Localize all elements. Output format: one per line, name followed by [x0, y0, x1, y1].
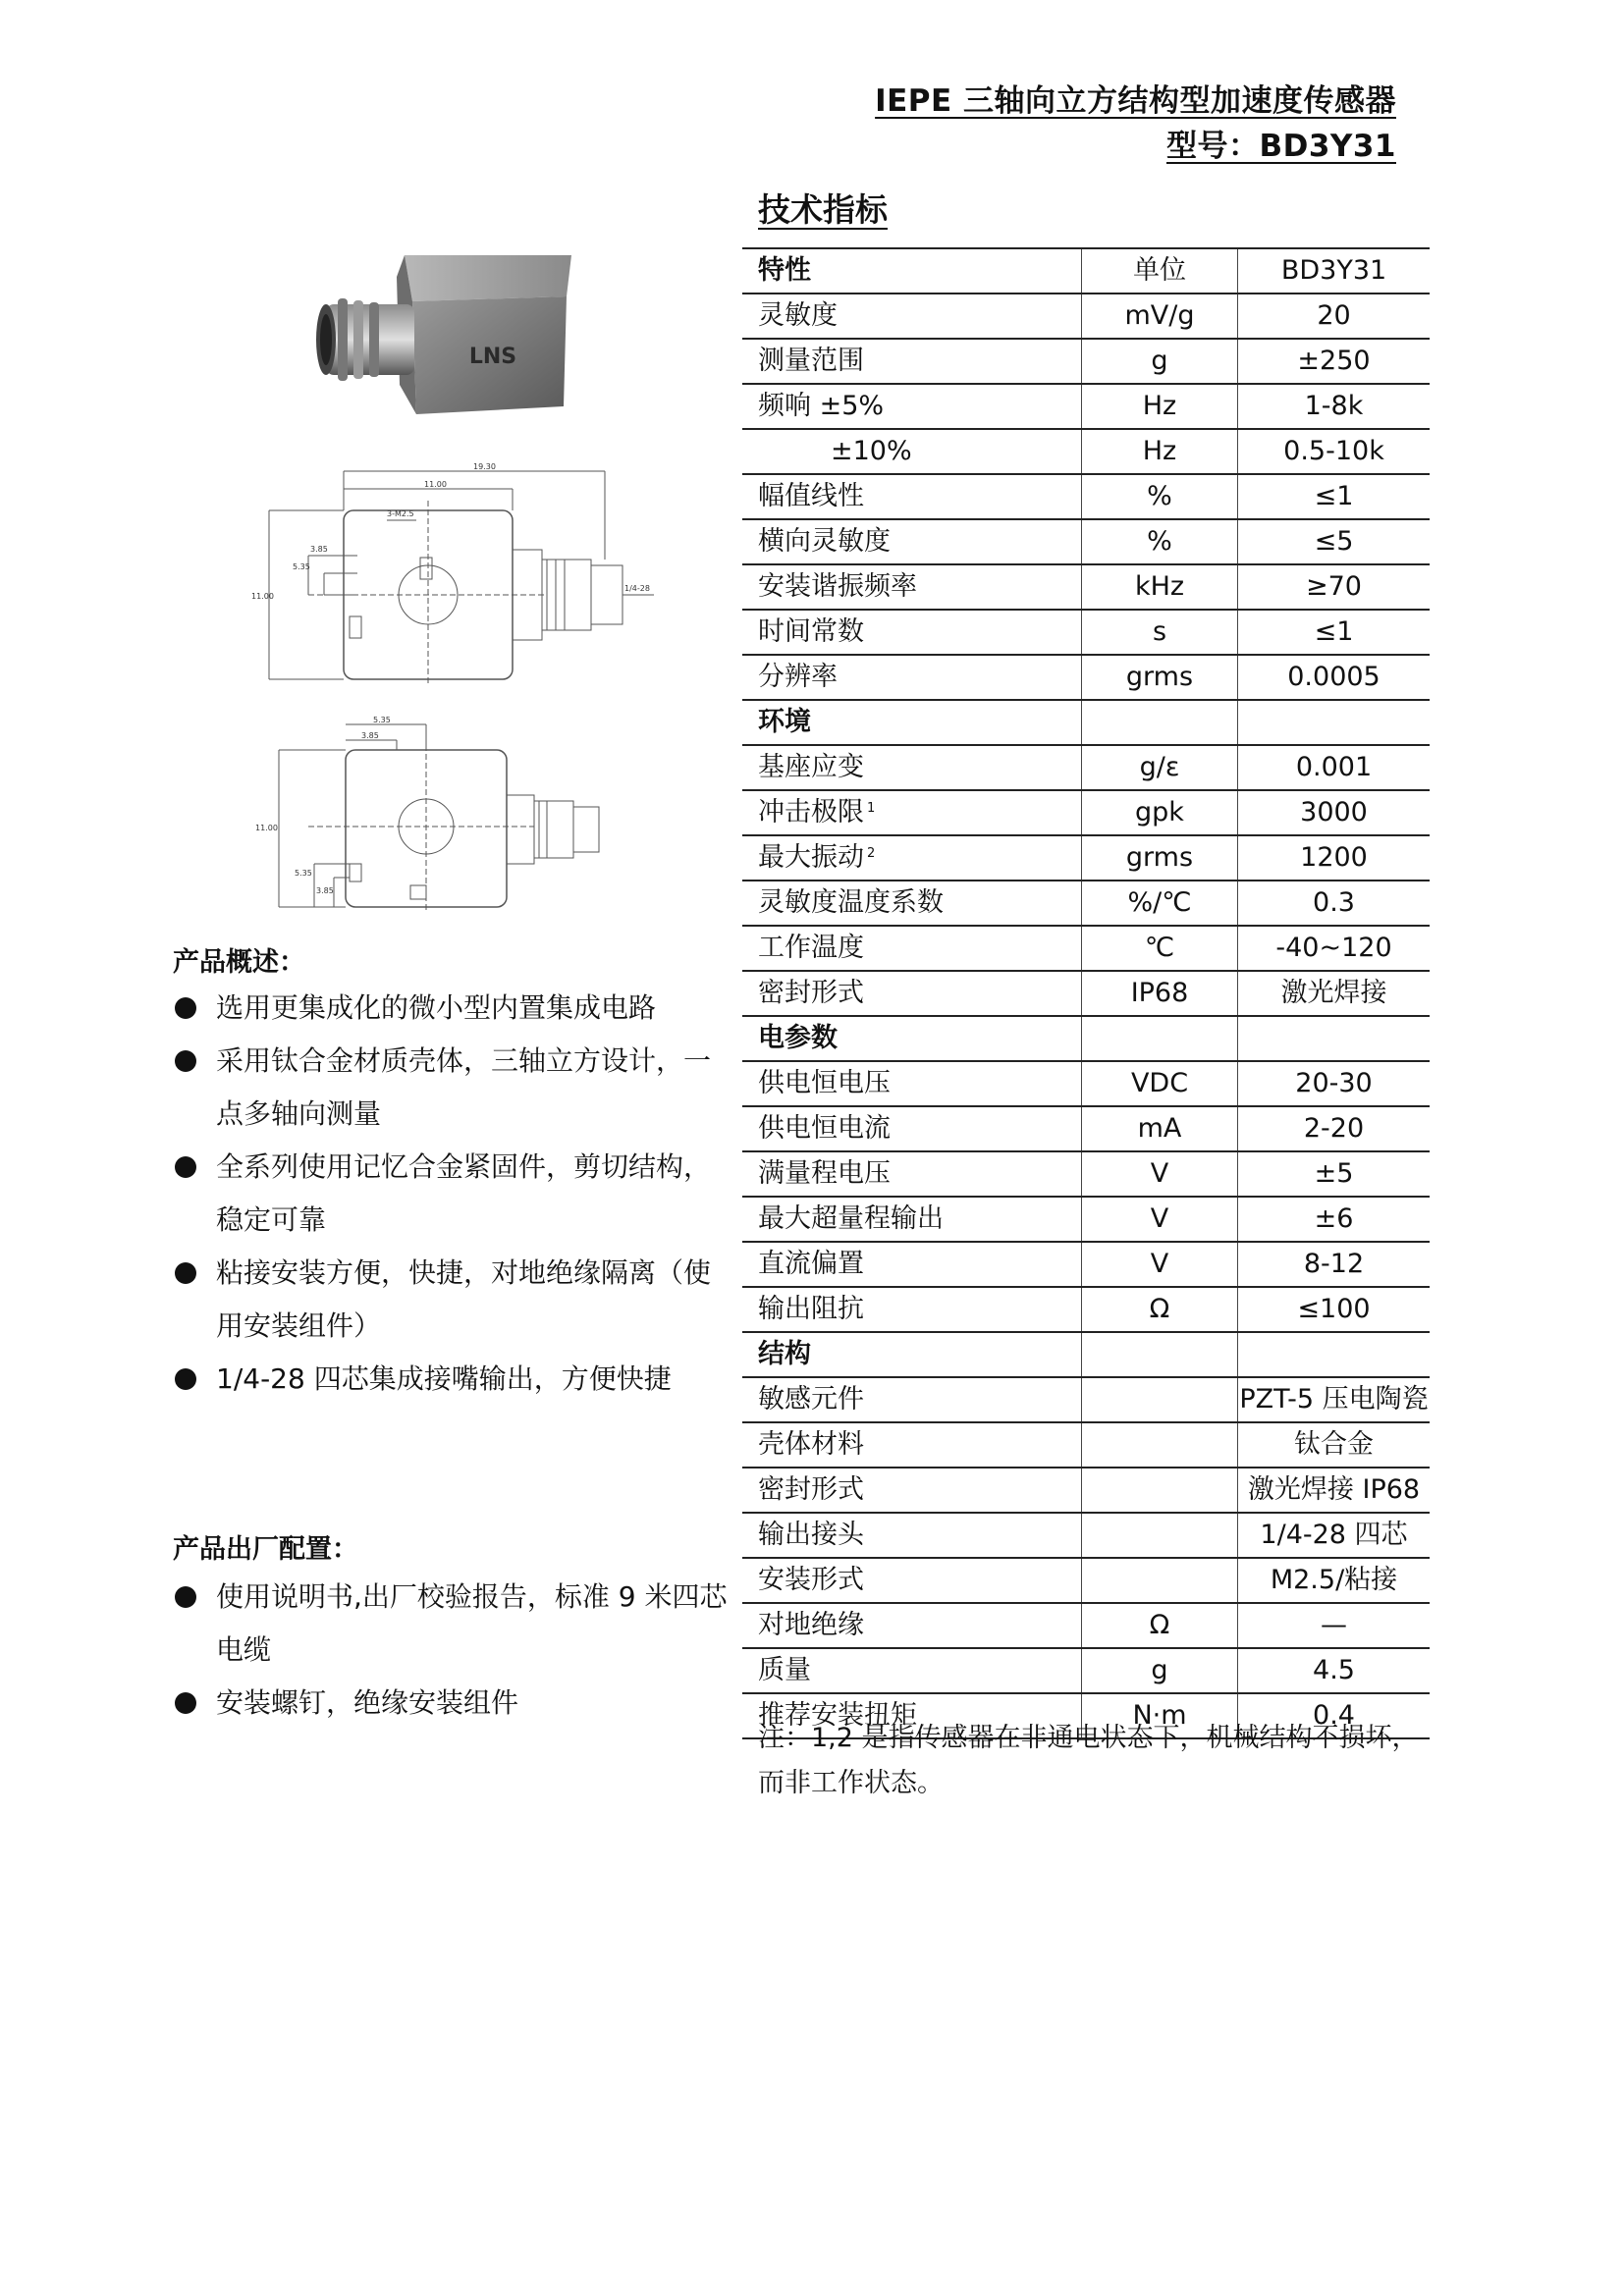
unit-cell: Hz: [1082, 429, 1238, 474]
dim-label: 3.85: [361, 731, 379, 740]
section-cell: 电参数: [742, 1016, 1082, 1061]
property-cell: 工作温度: [742, 926, 1082, 971]
unit-cell: Hz: [1082, 384, 1238, 429]
table-row: [742, 1197, 1430, 1242]
property-cell: 密封形式: [742, 971, 1082, 1016]
value-cell: M2.5/粘接: [1238, 1558, 1431, 1603]
value-cell: 1200: [1238, 835, 1431, 881]
table-row: [742, 1422, 1430, 1468]
unit-cell: [1082, 1513, 1238, 1558]
section-row: [742, 700, 1430, 745]
model-number: 型号：BD3Y31: [1165, 129, 1396, 164]
dim-label: 11.00: [251, 592, 274, 601]
unit-cell: Ω: [1082, 1287, 1238, 1332]
unit-cell: mV/g: [1082, 294, 1238, 339]
list-item: [173, 1571, 732, 1677]
table-row: [742, 1242, 1430, 1287]
unit-cell: %: [1082, 474, 1238, 519]
dim-label: 5.35: [295, 869, 312, 878]
unit-cell: %/℃: [1082, 881, 1238, 926]
bullet-text: 使用说明书,出厂校验报告，标准 9 米四芯电缆: [216, 1580, 728, 1666]
value-cell: ≥70: [1238, 564, 1431, 610]
unit-cell: ℃: [1082, 926, 1238, 971]
property-cell: 密封形式: [742, 1468, 1082, 1513]
list-item: [173, 1247, 732, 1353]
property-cell: 横向灵敏度: [742, 519, 1082, 564]
property-cell: 灵敏度温度系数: [742, 881, 1082, 926]
table-row: [742, 429, 1430, 474]
value-cell: 钛合金: [1238, 1422, 1431, 1468]
value-cell: [1238, 1016, 1431, 1061]
bullet-icon: [175, 1262, 196, 1284]
table-row: [742, 835, 1430, 881]
bullet-icon: [175, 1050, 196, 1072]
list-item: [173, 1035, 732, 1141]
property-cell: 幅值线性: [742, 474, 1082, 519]
bullet-text: 粘接安装方便，快捷，对地绝缘隔离（使用安装组件）: [216, 1256, 712, 1342]
table-row: [742, 384, 1430, 429]
property-cell: 直流偏置: [742, 1242, 1082, 1287]
dim-label: 11.00: [424, 480, 447, 489]
value-cell: 8-12: [1238, 1242, 1431, 1287]
table-row: [742, 610, 1430, 655]
property-cell: 质量: [742, 1648, 1082, 1693]
property-cell: 灵敏度: [742, 294, 1082, 339]
footnote: 注：1,2 是指传感器在非通电状态下，机械结构不损坏，而非工作状态。: [758, 1723, 1419, 1798]
table-row: [742, 655, 1430, 700]
bullet-icon: [175, 1156, 196, 1178]
value-cell: ±6: [1238, 1197, 1431, 1242]
value-cell: 激光焊接: [1238, 971, 1431, 1016]
dim-label: 1/4-28: [624, 584, 650, 593]
unit-cell: V: [1082, 1242, 1238, 1287]
unit-cell: [1082, 1332, 1238, 1377]
header-cell: BD3Y31: [1238, 248, 1431, 294]
bullet-text: 全系列使用记忆合金紧固件，剪切结构，稳定可靠: [216, 1150, 712, 1236]
unit-cell: %: [1082, 519, 1238, 564]
unit-cell: gpk: [1082, 790, 1238, 835]
value-cell: 1/4-28 四芯: [1238, 1513, 1431, 1558]
unit-cell: s: [1082, 610, 1238, 655]
unit-cell: N·m: [1082, 1693, 1238, 1738]
property-label: 冲击极限: [758, 797, 864, 828]
unit-cell: g/ε: [1082, 745, 1238, 790]
header-cell: 特性: [742, 248, 1082, 294]
property-cell: 分辨率: [742, 655, 1082, 700]
value-cell: ±5: [1238, 1151, 1431, 1197]
overview-title: 产品概述：: [173, 947, 305, 978]
value-cell: 0.001: [1238, 745, 1431, 790]
config-list: [173, 1571, 732, 1730]
property-cell: 对地绝缘: [742, 1603, 1082, 1648]
config-title: 产品出厂配置：: [173, 1534, 358, 1565]
unit-cell: Ω: [1082, 1603, 1238, 1648]
bullet-icon: [175, 1368, 196, 1390]
table-row: [742, 1468, 1430, 1513]
dim-label: 3.85: [316, 886, 334, 895]
value-cell: ±250: [1238, 339, 1431, 384]
section-cell: 结构: [742, 1332, 1082, 1377]
table-row: [742, 1648, 1430, 1693]
bullet-icon: [175, 1586, 196, 1608]
specs-heading: 技术指标: [758, 190, 888, 229]
table-row: [742, 519, 1430, 564]
property-cell: [742, 790, 1082, 835]
bullet-icon: [175, 997, 196, 1019]
value-cell: 1-8k: [1238, 384, 1431, 429]
dim-label: 11.00: [255, 824, 278, 832]
dim-label: 5.35: [373, 717, 391, 724]
property-cell: 测量范围: [742, 339, 1082, 384]
unit-cell: grms: [1082, 655, 1238, 700]
value-cell: 2-20: [1238, 1106, 1431, 1151]
bullet-text: 安装螺钉，绝缘安装组件: [216, 1686, 519, 1719]
unit-cell: [1082, 1016, 1238, 1061]
unit-cell: [1082, 1377, 1238, 1422]
footnote-mark: 1: [867, 801, 876, 816]
value-cell: —: [1238, 1603, 1431, 1648]
property-cell: 最大超量程输出: [742, 1197, 1082, 1242]
unit-cell: [1082, 1422, 1238, 1468]
property-label: 最大振动: [758, 842, 864, 873]
unit-cell: V: [1082, 1197, 1238, 1242]
table-row: [742, 1287, 1430, 1332]
property-cell: 输出阻抗: [742, 1287, 1082, 1332]
table-row: [742, 339, 1430, 384]
list-item: [173, 1353, 732, 1406]
value-cell: 4.5: [1238, 1648, 1431, 1693]
value-cell: 20: [1238, 294, 1431, 339]
overview-list: [173, 982, 732, 1406]
section-cell: 环境: [742, 700, 1082, 745]
value-cell: ≤100: [1238, 1287, 1431, 1332]
product-title: IEPE 三轴向立方结构型加速度传感器: [875, 83, 1396, 119]
unit-cell: [1082, 1468, 1238, 1513]
table-row: [742, 1603, 1430, 1648]
property-cell: 供电恒电压: [742, 1061, 1082, 1106]
value-cell: ≤1: [1238, 474, 1431, 519]
unit-cell: grms: [1082, 835, 1238, 881]
value-cell: [1238, 700, 1431, 745]
table-row: [742, 564, 1430, 610]
unit-cell: [1082, 1558, 1238, 1603]
table-row: [742, 790, 1430, 835]
value-cell: ≤1: [1238, 610, 1431, 655]
property-cell: 输出接头: [742, 1513, 1082, 1558]
unit-cell: mA: [1082, 1106, 1238, 1151]
bullet-icon: [175, 1692, 196, 1714]
unit-cell: IP68: [1082, 971, 1238, 1016]
value-cell: [1238, 1332, 1431, 1377]
property-cell: 安装谐振频率: [742, 564, 1082, 610]
dim-label: 19.30: [473, 462, 496, 471]
footnote-mark: 2: [867, 846, 876, 861]
table-row: [742, 1513, 1430, 1558]
property-cell: ±10%: [742, 429, 1082, 474]
value-cell: PZT-5 压电陶瓷: [1238, 1377, 1431, 1422]
table-row: [742, 745, 1430, 790]
product-logo: LNS: [468, 345, 517, 369]
unit-cell: [1082, 700, 1238, 745]
unit-cell: V: [1082, 1151, 1238, 1197]
table-row: [742, 881, 1430, 926]
unit-cell: VDC: [1082, 1061, 1238, 1106]
technical-drawing-bottom-view: [240, 717, 613, 913]
table-header-row: [742, 248, 1430, 294]
header-cell: 单位: [1082, 248, 1238, 294]
technical-drawing-top-view: [249, 461, 662, 687]
bullet-text: 选用更集成化的微小型内置集成电路: [216, 991, 657, 1024]
property-cell: 供电恒电流: [742, 1106, 1082, 1151]
list-item: [173, 1141, 732, 1247]
value-cell: 激光焊接 IP68: [1238, 1468, 1431, 1513]
property-cell: 安装形式: [742, 1558, 1082, 1603]
bullet-text: 采用钛合金材质壳体，三轴立方设计，一点多轴向测量: [216, 1044, 712, 1130]
value-cell: 0.5-10k: [1238, 429, 1431, 474]
section-row: [742, 1332, 1430, 1377]
unit-cell: kHz: [1082, 564, 1238, 610]
value-cell: 20-30: [1238, 1061, 1431, 1106]
unit-cell: g: [1082, 339, 1238, 384]
table-row: [742, 1151, 1430, 1197]
property-cell: 满量程电压: [742, 1151, 1082, 1197]
spec-table: [742, 247, 1430, 1739]
dim-label: 3-M2.5: [387, 509, 414, 518]
property-cell: 推荐安装扭矩: [742, 1693, 1082, 1738]
property-cell: 壳体材料: [742, 1422, 1082, 1468]
table-row: [742, 1558, 1430, 1603]
value-cell: 0.0005: [1238, 655, 1431, 700]
property-cell: [742, 835, 1082, 881]
unit-cell: g: [1082, 1648, 1238, 1693]
table-row: [742, 474, 1430, 519]
value-cell: 0.3: [1238, 881, 1431, 926]
list-item: [173, 1677, 732, 1730]
property-cell: 敏感元件: [742, 1377, 1082, 1422]
table-row: [742, 1061, 1430, 1106]
section-row: [742, 1016, 1430, 1061]
property-cell: 时间常数: [742, 610, 1082, 655]
product-photo: [306, 247, 601, 449]
property-cell: 基座应变: [742, 745, 1082, 790]
bullet-text: 1/4-28 四芯集成接嘴输出，方便快捷: [216, 1362, 672, 1395]
table-row: [742, 926, 1430, 971]
table-row: [742, 1377, 1430, 1422]
table-row: [742, 294, 1430, 339]
dim-label: 5.35: [293, 562, 310, 571]
value-cell: -40~120: [1238, 926, 1431, 971]
value-cell: ≤5: [1238, 519, 1431, 564]
title-block: [875, 79, 1396, 169]
value-cell: 0.4: [1238, 1693, 1431, 1738]
value-cell: 3000: [1238, 790, 1431, 835]
property-cell: 频响 ±5%: [742, 384, 1082, 429]
dim-label: 3.85: [310, 545, 328, 554]
list-item: [173, 982, 732, 1035]
table-row: [742, 971, 1430, 1016]
table-row: [742, 1106, 1430, 1151]
